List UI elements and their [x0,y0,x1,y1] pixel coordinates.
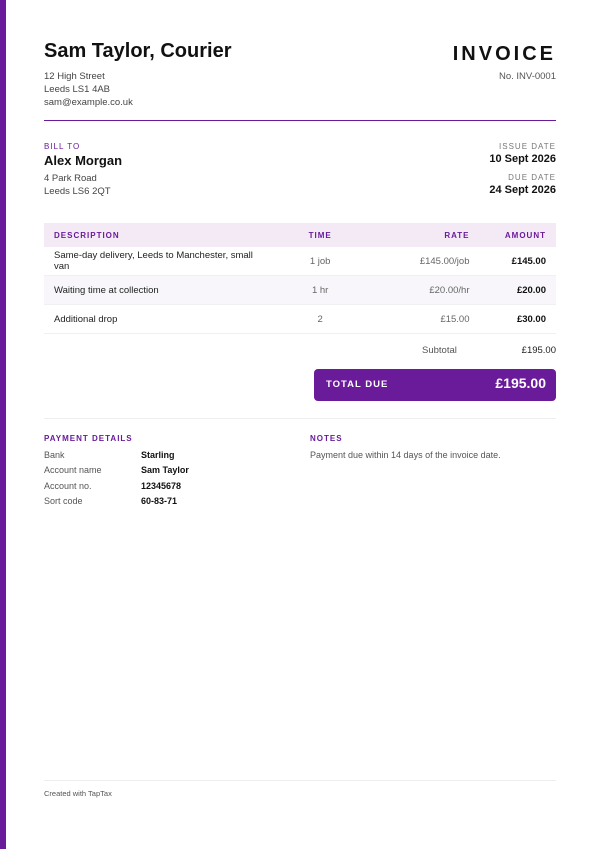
subtotal-label: Subtotal [422,345,457,356]
accent-bar [0,0,6,849]
issue-date-label: ISSUE DATE [499,142,556,151]
item-amount: £30.00 [480,305,557,334]
business-address-line1: 12 High Street [44,71,105,82]
client-name: Alex Morgan [44,153,123,168]
due-date: 24 Sept 2026 [489,184,556,196]
payment-value: 60-83-71 [141,496,178,507]
total-due-box [314,369,556,401]
item-amount: £145.00 [480,247,557,276]
payment-key: Sort code [44,496,83,507]
item-description: Waiting time at collection [44,276,280,305]
item-rate: £20.00/hr [361,276,480,305]
item-description: Additional drop [44,305,280,334]
table-row [44,247,556,276]
column-header-description: DESCRIPTION [44,223,280,247]
notes-text: Payment due within 14 days of the invoice date. [310,450,501,460]
business-address-line2: Leeds LS1 4AB [44,84,111,95]
item-amount: £20.00 [480,276,557,305]
payment-row [44,478,189,494]
payment-details-label: PAYMENT DETAILS [44,434,133,443]
table-row [44,276,556,305]
item-rate: £15.00 [361,305,480,334]
payment-value: Starling [141,449,175,460]
table-header-row [44,223,556,247]
bill-to-label: BILL TO [44,142,81,151]
table-row [44,305,556,334]
footer-credit: Created with TapTax [44,789,112,798]
invoice-dates [489,142,556,196]
column-header-amount: AMOUNT [480,223,557,247]
due-date-label: DUE DATE [508,173,556,182]
notes-label: NOTES [310,434,343,443]
payment-row [44,463,189,479]
invoice-number: No. INV-0001 [498,71,556,82]
business-email: sam@example.co.uk [44,97,133,108]
payment-value: Sam Taylor [141,465,189,476]
client-address [44,172,111,198]
item-time: 1 job [280,247,361,276]
payment-key: Account no. [44,480,92,491]
payment-details-table [44,447,189,509]
item-time: 2 [280,305,361,334]
item-time: 1 hr [280,276,361,305]
payment-row [44,494,189,510]
payment-key: Bank [44,449,65,460]
column-header-rate: RATE [361,223,480,247]
payment-value: 12345678 [141,480,182,491]
section-divider [44,418,556,419]
business-name: Sam Taylor, Courier [44,40,232,62]
item-description: Same-day delivery, Leeds to Manchester, small van [44,247,280,276]
column-header-time: TIME [280,223,361,247]
client-address-line1: 4 Park Road [44,173,97,184]
footer-divider [44,780,556,781]
client-address-line2: Leeds LS6 2QT [44,186,111,197]
item-rate: £145.00/job [361,247,480,276]
payment-key: Account name [44,465,102,476]
issue-date: 10 Sept 2026 [489,153,556,165]
total-due-value: £195.00 [495,375,546,391]
subtotal-value: £195.00 [521,345,556,356]
line-items-table [44,223,556,334]
payment-row [44,447,189,463]
business-address [44,70,133,109]
header-divider [44,120,556,121]
invoice-page [44,0,556,849]
invoice-title: INVOICE [452,43,556,65]
total-due-label: TOTAL DUE [326,379,389,390]
